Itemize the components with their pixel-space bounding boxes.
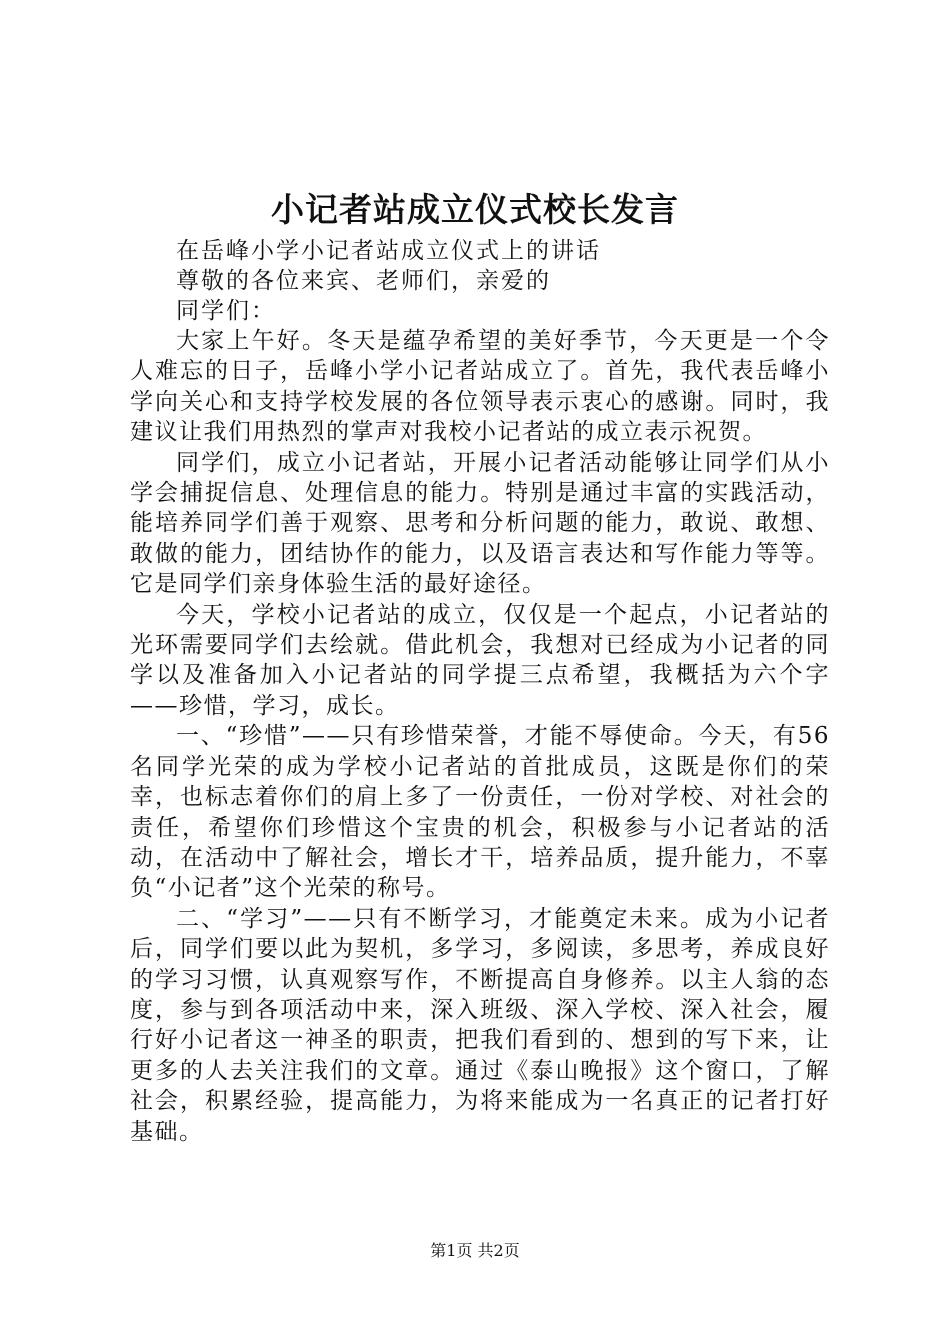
paragraph: 一、“珍惜”——只有珍惜荣誉，才能不辱使命。今天，有56名同学光荣的成为学校小记者站的首批成员，这既是你们的荣幸，也标志着你们的肩上多了一份责任，一份对学校、对社会的责任，希望你们珍惜这个宝贵的机会，积极参与小记者站的活动，在活动中了解社会，增长才干，培养品质，提升能力，不辜负“小记者”这个光荣的称号。	[130, 723, 830, 902]
speech-heading-line: 在岳峰小学小记者站成立仪式上的讲话	[176, 238, 601, 264]
paragraph: 大家上午好。冬天是蕴孕希望的美好季节，今天更是一个令人难忘的日子，岳峰小学小记者站成立了。首先，我代表岳峰小学向关心和支持学校发展的各位领导表示衷心的感谢。同时，我建议让我们用热烈的掌声对我校小记者站的成立表示祝贺。	[130, 328, 830, 446]
document-body	[130, 236, 830, 1147]
greeting-line: 尊敬的各位来宾、老师们，亲爱的	[176, 268, 551, 294]
greeting-line-cont: 同学们：	[176, 298, 276, 324]
page-number-footer: 第1页 共2页	[430, 1241, 520, 1260]
paragraph: 二、“学习”——只有不断学习，才能奠定未来。成为小记者后，同学们要以此为契机，多学习，多阅读，多思考，养成良好的学习习惯，认真观察写作，不断提高自身修养。以主人翁的态度，参与到各项活动中来，深入班级、深入学校、深入社会，履行好小记者这一神圣的职责，把我们看到的、想到的写下来，让更多的人去关注我们的文章。通过《泰山晚报》这个窗口，了解社会，积累经验，提高能力，为将来能成为一名真正的记者打好基础。	[130, 905, 830, 1145]
document-title: 小记者站成立仪式校长发言	[271, 190, 679, 229]
paragraph: 同学们，成立小记者站，开展小记者活动能够让同学们从小学会捕捉信息、处理信息的能力。特别是通过丰富的实践活动，能培养同学们善于观察、思考和分析问题的能力，敢说、敢想、敢做的能力，团结协作的能力，以及语言表达和写作能力等等。它是同学们亲身体验生活的最好途径。	[130, 449, 830, 598]
paragraph: 今天，学校小记者站的成立，仅仅是一个起点，小记者站的光环需要同学们去绘就。借此机会，我想对已经成为小记者的同学以及准备加入小记者站的同学提三点希望，我概括为六个字——珍惜，学习，成长。	[130, 601, 830, 719]
